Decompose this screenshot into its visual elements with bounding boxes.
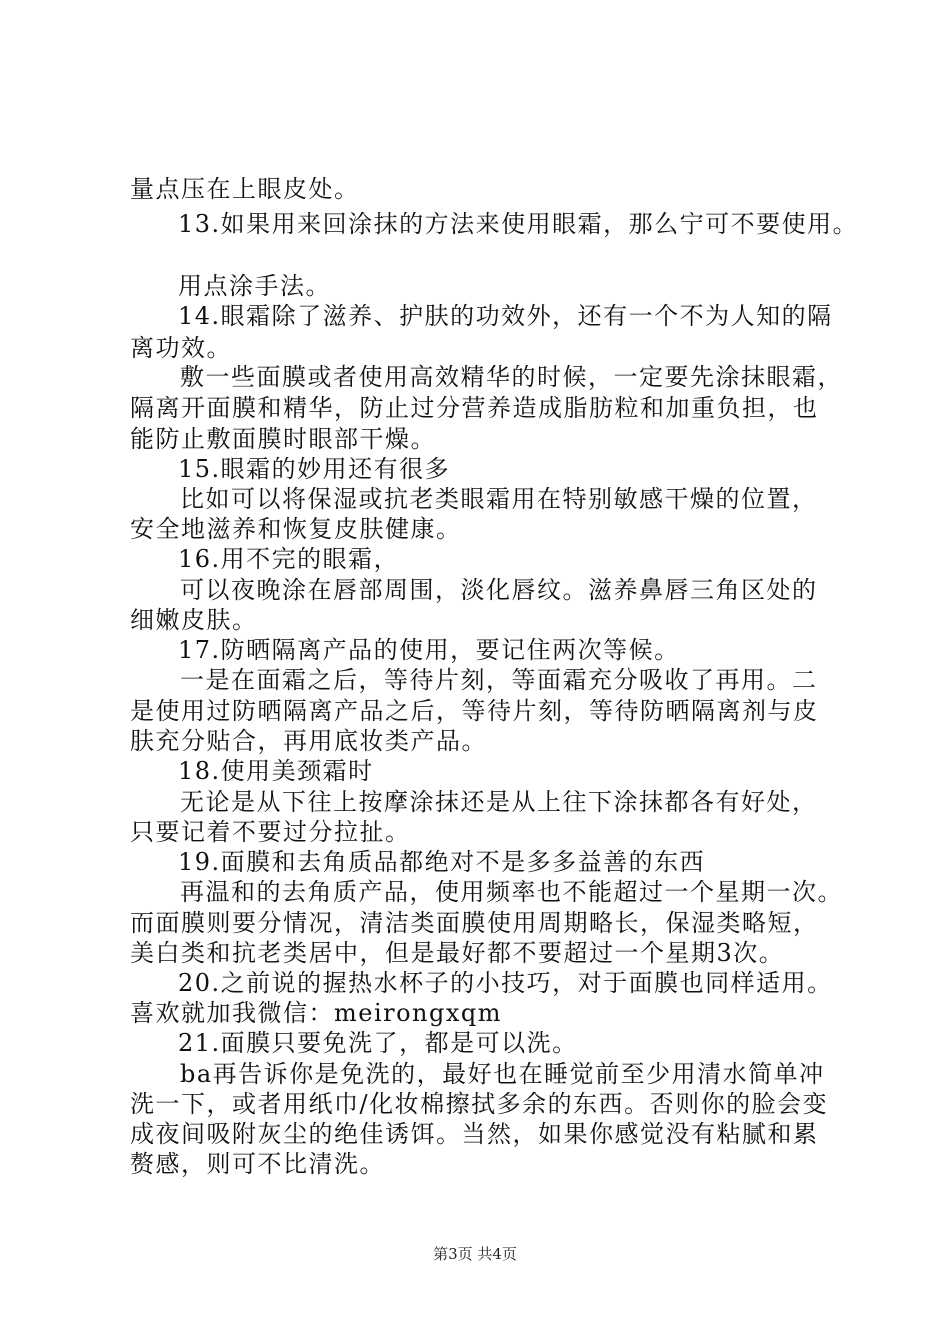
text-line: 无论是从下往上按摩涂抹还是从上往下涂抹都各有好处， [180, 788, 818, 816]
text-line: 19.面膜和去角质品都绝对不是多多益善的东西 [178, 848, 706, 876]
text-line: 用点涂手法。 [178, 272, 331, 300]
text-line: 可以夜晚涂在唇部周围，淡化唇纹。滋养鼻唇三角区处的 [180, 576, 818, 604]
text-line: 17.防晒隔离产品的使用，要记住两次等候。 [178, 636, 680, 664]
text-line: 14.眼霜除了滋养、护肤的功效外，还有一个不为人知的隔 [178, 302, 833, 330]
text-line: 只要记着不要过分拉扯。 [130, 818, 411, 846]
text-line: 量点压在上眼皮处。 [130, 175, 360, 203]
text-line: 20.之前说的握热水杯子的小技巧，对于面膜也同样适用。 [178, 969, 833, 997]
text-line: 安全地滋养和恢复皮肤健康。 [130, 515, 462, 543]
text-line: 美白类和抗老类居中，但是最好都不要超过一个星期3次。 [130, 939, 785, 967]
text-line: 一是在面霜之后，等待片刻，等面霜充分吸收了再用。二 [180, 666, 818, 694]
text-line: 成夜间吸附灰尘的绝佳诱饵。当然，如果你感觉没有粘腻和累 [130, 1120, 819, 1148]
text-line: 21.面膜只要免洗了，都是可以洗。 [178, 1029, 578, 1057]
text-line: 肤充分贴合，再用底妆类产品。 [130, 727, 487, 755]
text-line: 敷一些面膜或者使用高效精华的时候，一定要先涂抹眼霜， [180, 363, 843, 391]
text-line: 喜欢就加我微信：meirongxqm [130, 999, 503, 1027]
text-line: 是使用过防晒隔离产品之后，等待片刻，等待防晒隔离剂与皮 [130, 697, 819, 725]
text-line: 15.眼霜的妙用还有很多 [178, 455, 451, 483]
text-line: 比如可以将保湿或抗老类眼霜用在特别敏感干燥的位置， [180, 485, 818, 513]
text-line: 隔离开面膜和精华，防止过分营养造成脂肪粒和加重负担，也 [130, 394, 819, 422]
text-line: 18.使用美颈霜时 [178, 757, 374, 785]
text-line: 而面膜则要分情况，清洁类面膜使用周期略长，保湿类略短， [130, 909, 819, 937]
text-line: 13.如果用来回涂抹的方法来使用眼霜，那么宁可不要使用。 [178, 210, 859, 238]
text-line: 洗一下，或者用纸巾/化妆棉擦拭多余的东西。否则你的脸会变 [130, 1090, 829, 1118]
text-line: 赘感，则可不比清洗。 [130, 1150, 385, 1178]
text-line: 能防止敷面膜时眼部干燥。 [130, 425, 436, 453]
page-footer: 第3页 共4页 [433, 1245, 517, 1263]
text-line: ba再告诉你是免洗的，最好也在睡觉前至少用清水简单冲 [180, 1060, 825, 1088]
text-line: 再温和的去角质产品，使用频率也不能超过一个星期一次。 [180, 878, 843, 906]
text-line: 细嫩皮肤。 [130, 606, 258, 634]
text-line: 离功效。 [130, 334, 232, 362]
text-line: 16.用不完的眼霜， [178, 545, 400, 573]
